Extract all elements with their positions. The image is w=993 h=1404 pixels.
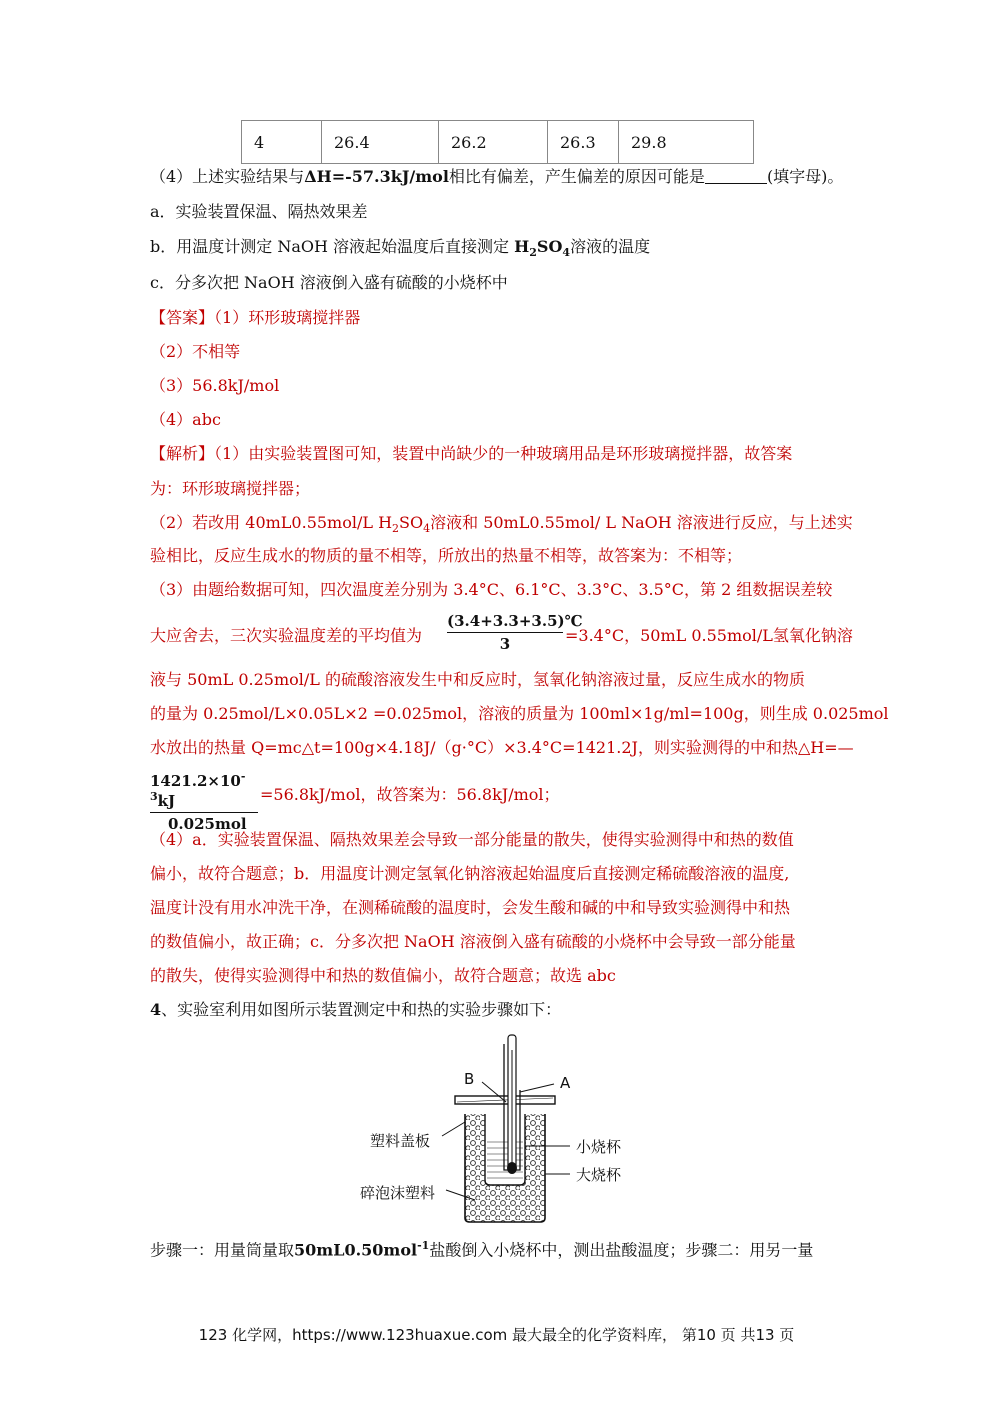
- answer-blank: [705, 169, 767, 184]
- calorimeter-figure: [360, 1030, 660, 1230]
- formula-sub: 4: [423, 522, 431, 536]
- page-footer: 123 化学网，https://www.123huaxue.com 最大最全的化学资料库， 第10 页 共13 页: [198, 1326, 795, 1344]
- option-a: a．实验装置保温、隔热效果差: [150, 202, 368, 221]
- fraction-bar: [150, 812, 258, 813]
- answer-4: （4）abc: [150, 410, 221, 429]
- analysis-text: 溶液和 50mL0.55mol/ L NaOH 溶液进行反应，与上述实: [430, 513, 853, 532]
- delta-h-value: ΔH=-57.3kJ/mol: [304, 167, 449, 186]
- formula-h: H: [514, 237, 530, 256]
- table-row: [242, 121, 754, 164]
- analysis-line: [150, 513, 853, 539]
- step-text: 步骤一：用量筒量取: [150, 1240, 295, 1260]
- numerator-exponent: -3: [150, 770, 246, 803]
- numerator-text: 1421.2×10: [150, 772, 241, 790]
- label-big-beaker: 大烧杯: [576, 1166, 622, 1184]
- unit-exponent: -1: [417, 1239, 430, 1252]
- label-lid: 塑料盖板: [370, 1132, 431, 1150]
- analysis-line: 为：环形玻璃搅拌器；: [150, 479, 311, 498]
- option-b-text-2: 溶液的温度: [570, 237, 651, 256]
- temperature-table: [241, 120, 754, 164]
- answer-3: （3）56.8kJ/mol: [150, 376, 280, 395]
- table-cell: 26.2: [439, 121, 548, 164]
- formula-so: SO: [536, 237, 563, 256]
- analysis-tag: 【解析】: [150, 444, 215, 463]
- formula-sub: 2: [392, 522, 400, 536]
- analysis-line: 液与 50mL 0.25mol/L 的硫酸溶液发生中和反应时，氢氧化钠溶液过量，反应生成水的物质: [150, 670, 805, 689]
- question-title: 、实验室利用如图所示装置测定中和热的实验步骤如下：: [161, 1000, 562, 1019]
- label-foam: 碎泡沫塑料: [360, 1184, 436, 1202]
- step-text-2: 盐酸倒入小烧杯中，测出盐酸温度；步骤二：用另一量: [429, 1240, 814, 1260]
- concentration-value: 50mL0.50mol: [294, 1240, 418, 1260]
- question-5-title: [150, 1000, 561, 1020]
- fraction-heat: [150, 770, 258, 833]
- table-cell: 26.3: [548, 121, 619, 164]
- analysis-line: （3）由题给数据可知，四次温度差分别为 3.4°C、6.1°C、3.3°C、3.5°C，第 2 组数据误差较: [150, 580, 833, 599]
- analysis-text: （2）若改用 40mL0.55mol/L H: [150, 513, 393, 532]
- table-cell: 4: [242, 121, 322, 164]
- analysis-text: （1）由实验装置图可知，装置中尚缺少的一种玻璃用品是环形玻璃搅拌器，故答案: [214, 444, 793, 463]
- option-c: c．分多次把 NaOH 溶液倒入盛有硫酸的小烧杯中: [150, 273, 508, 292]
- analysis-line: 偏小，故符合题意；b．用温度计测定氢氧化钠溶液起始温度后直接测定稀硫酸溶液的温度,: [150, 864, 790, 883]
- analysis-line: 大应舍去，三次实验温度差的平均值为: [150, 626, 423, 645]
- analysis-line: 验相比，反应生成水的物质的量不相等，所放出的热量不相等，故答案为：不相等；: [150, 546, 743, 565]
- formula-sub: 2: [529, 246, 537, 260]
- fraction-numerator: [150, 770, 258, 810]
- step-line: [150, 1236, 813, 1260]
- option-b-text: b．用温度计测定 NaOH 溶液起始温度后直接测定: [150, 237, 510, 256]
- analysis-line: 的量为 0.25mol/L×0.05L×2 =0.025mol，溶液的质量为 100ml×1g/ml=100g，则生成 0.025mol: [150, 704, 889, 723]
- analysis-line: 的散失，使得实验测得中和热的数值偏小，故符合题意；故选 abc: [150, 966, 616, 985]
- formula-so: SO: [399, 513, 424, 532]
- analysis-line: =56.8kJ/mol，故答案为：56.8kJ/mol；: [260, 785, 560, 804]
- answer-1: （1）环形玻璃搅拌器: [214, 308, 361, 327]
- option-b: [150, 237, 650, 263]
- analysis-line: 水放出的热量 Q=mc△t=100g×4.18J/（g·°C）×3.4°C=1421.2J，则实验测得的中和热△H=—: [150, 738, 854, 757]
- q4-text-3: (填字母)。: [766, 167, 844, 186]
- label-b: B: [464, 1070, 475, 1088]
- answer-2: （2）不相等: [150, 342, 241, 361]
- label-a: A: [560, 1074, 571, 1092]
- question-4-line: [150, 167, 843, 187]
- fraction-denominator: 0.025mol: [168, 815, 247, 833]
- analysis-line: （4）a．实验装置保温、隔热效果差会导致一部分能量的散失，使得实验测得中和热的数值: [150, 830, 794, 849]
- analysis-line: 温度计没有用水冲洗干净，在测稀硫酸的温度时，会发生酸和碱的中和导致实验测得中和热: [150, 898, 791, 917]
- fraction-numerator: (3.4+3.3+3.5)℃: [447, 612, 583, 630]
- h2so4-formula: [514, 237, 571, 260]
- analysis-line: 的数值偏小，故正确；c．分多次把 NaOH 溶液倒入盛有硫酸的小烧杯中会导致一部分能量: [150, 932, 796, 951]
- analysis-line: [150, 444, 792, 464]
- fraction-bar: [447, 632, 563, 633]
- table-cell: 29.8: [619, 121, 754, 164]
- fraction-average: [447, 612, 583, 653]
- small-beaker: [485, 1114, 525, 1185]
- answer-line-1: [150, 308, 360, 328]
- q4-text: （4）上述实验结果与: [150, 167, 305, 186]
- analysis-line: =3.4°C，50mL 0.55mol/L氢氧化钠溶: [565, 626, 853, 645]
- answer-tag: 【答案】: [150, 308, 215, 327]
- formula-sub: 4: [562, 246, 571, 260]
- fraction-denominator: 3: [499, 635, 511, 653]
- question-number: 4: [150, 1000, 162, 1019]
- q4-text-2: 相比有偏差，产生偏差的原因可能是: [448, 167, 705, 186]
- table-cell: 26.4: [322, 121, 439, 164]
- numerator-unit: kJ: [157, 792, 176, 810]
- label-small-beaker: 小烧杯: [576, 1138, 622, 1156]
